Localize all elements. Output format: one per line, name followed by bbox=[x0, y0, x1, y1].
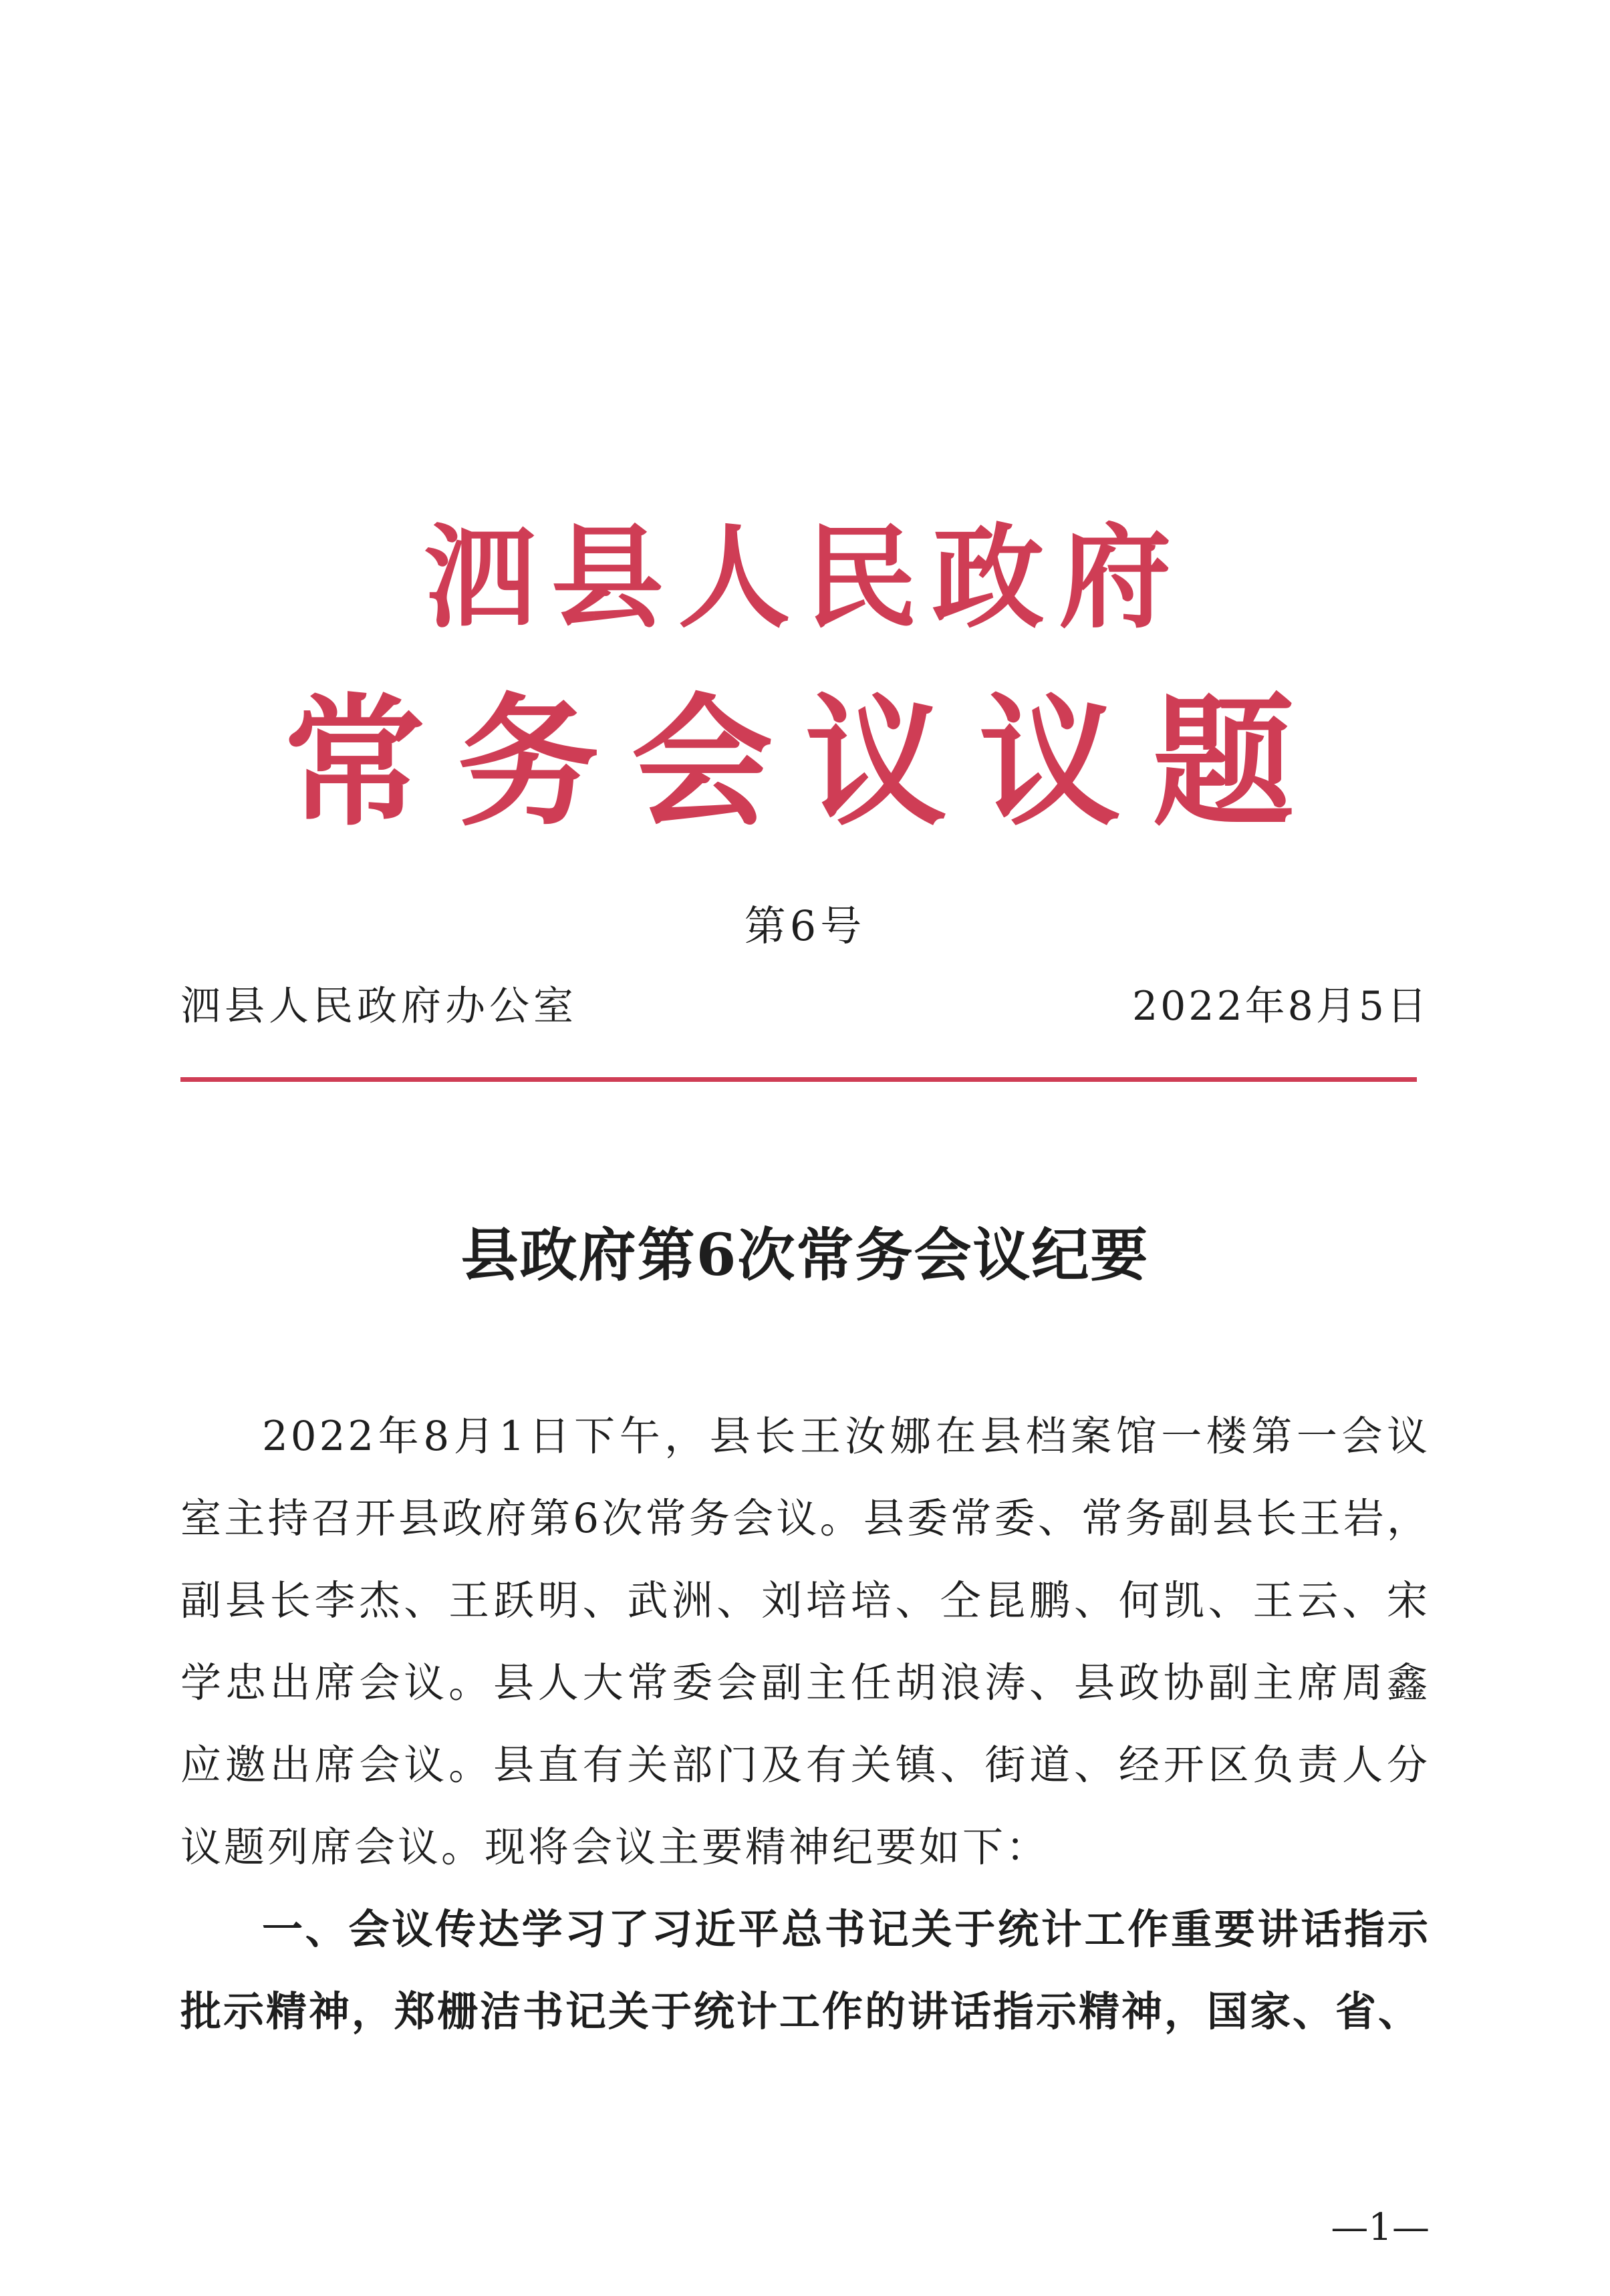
document-title: 县政府第6次常务会议纪要 bbox=[460, 1222, 1150, 1289]
issue-number: 第6号 bbox=[744, 901, 866, 950]
body-paragraph-item-1: 一、会议传达学习了习近平总书记关于统计工作重要讲话指示批示精神，郑栅洁书记关于统计工作的讲话指示精神，国家、省、 bbox=[180, 1906, 1430, 2035]
document-body bbox=[180, 1395, 1430, 2053]
masthead-government-name: 泗县人民政府 bbox=[424, 511, 1186, 643]
issuing-office: 泗县人民政府办公室 bbox=[180, 983, 577, 1030]
issue-date: 2022年8月5日 bbox=[1131, 983, 1430, 1030]
page-number: —1— bbox=[1331, 2206, 1430, 2249]
masthead-document-type: 常务会议议题 bbox=[283, 679, 1327, 845]
red-separator-line bbox=[180, 1077, 1417, 1082]
body-paragraph-intro: 2022年8月1日下午，县长王汝娜在县档案馆一楼第一会议室主持召开县政府第6次常务会议。县委常委、常务副县长王岩，副县长李杰、王跃明、武洲、刘培培、仝昆鹏、何凯、王云、宋学忠出席会议。县人大常委会副主任胡浪涛、县政协副主席周鑫应邀出席会议。县直有关部门及有关镇、街道、经开区负责人分议题列席会议。现将会议主要精神纪要如下： bbox=[180, 1413, 1430, 1871]
